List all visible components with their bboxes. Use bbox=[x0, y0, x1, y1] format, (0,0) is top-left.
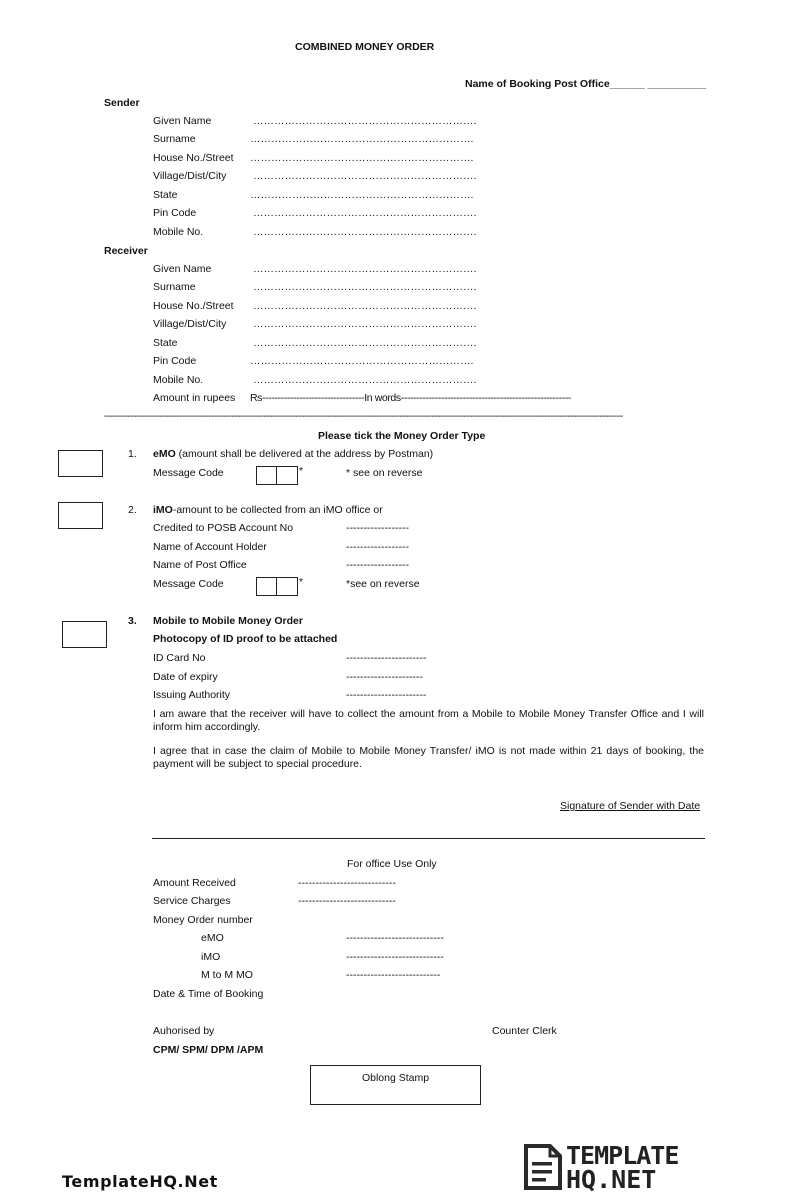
emo-code-star: * bbox=[299, 465, 304, 477]
booking-office-label bbox=[465, 78, 706, 90]
sender-state-label: State bbox=[153, 189, 178, 201]
receiver-given-name-label: Given Name bbox=[153, 263, 212, 275]
office-m2m-field[interactable]: --------------------------- bbox=[346, 969, 441, 981]
receiver-state-field[interactable]: ………………………………………………………. bbox=[253, 337, 477, 349]
id-card-label: ID Card No bbox=[153, 652, 206, 664]
receiver-city-field[interactable]: ………………………………………………………. bbox=[253, 318, 477, 330]
amount-field[interactable]: Rs---------------------------------In words------------------------------------------------------- bbox=[250, 392, 572, 404]
sender-mobile-label: Mobile No. bbox=[153, 226, 204, 238]
office-emo-field[interactable]: ---------------------------- bbox=[346, 932, 444, 944]
sender-house-label: House No./Street bbox=[153, 152, 234, 164]
emo-name: eMO bbox=[153, 448, 176, 460]
receiver-surname-field[interactable]: ………………………………………………………. bbox=[253, 281, 477, 293]
receiver-given-name-field[interactable]: ………………………………………………………. bbox=[253, 263, 477, 275]
imo-message-code-box[interactable] bbox=[256, 577, 298, 596]
receiver-state-label: State bbox=[153, 337, 178, 349]
m2m-declaration-2: I agree that in case the claim of Mobile to Mobile Money Transfer/ iMO is not made within 21 days of booking, the payment will be subject to special procedure. bbox=[153, 745, 704, 770]
m2m-number: 3. bbox=[128, 615, 137, 627]
imo-code-star: * bbox=[299, 576, 304, 588]
mo-type-heading: Please tick the Money Order Type bbox=[318, 430, 486, 442]
booking-office-line[interactable]: ______ __________ bbox=[609, 78, 707, 90]
sender-state-field[interactable]: ………………………………………………………. bbox=[250, 189, 474, 201]
amount-received-field[interactable]: ---------------------------- bbox=[298, 877, 396, 889]
office-divider bbox=[152, 838, 705, 839]
watermark-text: TemplateHQ.Net bbox=[62, 1172, 218, 1191]
post-office-field[interactable]: ------------------ bbox=[346, 559, 409, 571]
emo-checkbox[interactable] bbox=[58, 450, 103, 477]
receiver-heading: Receiver bbox=[104, 245, 148, 257]
sender-surname-field[interactable]: ………………………………………………………. bbox=[250, 133, 474, 145]
authorised-by-label: Auhorised by bbox=[153, 1025, 215, 1037]
amount-received-label: Amount Received bbox=[153, 877, 236, 889]
booking-office-text: Name of Booking Post Office bbox=[465, 78, 610, 90]
sender-signature[interactable]: Signature of Sender with Date bbox=[560, 800, 701, 812]
office-emo-label: eMO bbox=[201, 932, 224, 944]
imo-checkbox[interactable] bbox=[58, 502, 103, 529]
sender-heading: Sender bbox=[104, 97, 140, 109]
m2m-checkbox[interactable] bbox=[62, 621, 107, 648]
imo-number: 2. bbox=[128, 504, 137, 516]
document-icon bbox=[522, 1142, 564, 1192]
sender-given-name-label: Given Name bbox=[153, 115, 212, 127]
sender-pin-field[interactable]: ………………………………………………………. bbox=[253, 207, 477, 219]
m2m-declaration-1: I am aware that the receiver will have to collect the amount from a Mobile to Mobile Money Transfer Office and I will inform him accordingly. bbox=[153, 708, 704, 733]
issuing-authority-field[interactable]: ----------------------- bbox=[346, 689, 427, 701]
service-charges-field[interactable]: ---------------------------- bbox=[298, 895, 396, 907]
m2m-id-proof-note: Photocopy of ID proof to be attached bbox=[153, 633, 338, 645]
emo-message-code-label: Message Code bbox=[153, 467, 224, 479]
expiry-label: Date of expiry bbox=[153, 671, 218, 683]
expiry-field[interactable]: ---------------------- bbox=[346, 671, 423, 683]
sender-city-label: Village/Dist/City bbox=[153, 170, 227, 182]
post-office-label: Name of Post Office bbox=[153, 559, 247, 571]
office-m2m-label: M to M MO bbox=[201, 969, 253, 981]
emo-note: * see on reverse bbox=[346, 467, 423, 479]
sender-pin-label: Pin Code bbox=[153, 207, 197, 219]
sender-city-field[interactable]: ………………………………………………………. bbox=[253, 170, 477, 182]
emo-title bbox=[153, 448, 433, 460]
oblong-stamp-label: Oblong Stamp bbox=[361, 1072, 430, 1084]
office-heading: For office Use Only bbox=[347, 858, 437, 870]
receiver-house-label: House No./Street bbox=[153, 300, 234, 312]
receiver-house-field[interactable]: ………………………………………………………. bbox=[253, 300, 477, 312]
form-title: COMBINED MONEY ORDER bbox=[295, 41, 435, 53]
receiver-pin-label: Pin Code bbox=[153, 355, 197, 367]
oblong-stamp-box[interactable] bbox=[310, 1065, 481, 1105]
receiver-mobile-field[interactable]: ………………………………………………………. bbox=[253, 374, 477, 386]
posb-account-field[interactable]: ------------------ bbox=[346, 522, 409, 534]
mo-number-label: Money Order number bbox=[153, 914, 253, 926]
emo-message-code-box[interactable] bbox=[256, 466, 298, 485]
imo-desc: -amount to be collected from an iMO office or bbox=[172, 504, 383, 516]
sender-given-name-field[interactable]: ………………………………………………………. bbox=[253, 115, 477, 127]
id-card-field[interactable]: ----------------------- bbox=[346, 652, 427, 664]
service-charges-label: Service Charges bbox=[153, 895, 231, 907]
account-holder-field[interactable]: ------------------ bbox=[346, 541, 409, 553]
counter-clerk-label: Counter Clerk bbox=[492, 1025, 557, 1037]
logo-hq-text: HQ.NET bbox=[566, 1165, 657, 1194]
officers-label: CPM/ SPM/ DPM /APM bbox=[153, 1044, 264, 1056]
m2m-title: Mobile to Mobile Money Order bbox=[153, 615, 303, 627]
emo-number: 1. bbox=[128, 448, 137, 460]
sender-house-field[interactable]: ………………………………………………………. bbox=[250, 152, 474, 164]
office-imo-field[interactable]: ---------------------------- bbox=[346, 951, 444, 963]
imo-name: iMO bbox=[153, 504, 173, 516]
posb-account-label: Credited to POSB Account No bbox=[153, 522, 294, 534]
imo-note: *see on reverse bbox=[346, 578, 420, 590]
sender-surname-label: Surname bbox=[153, 133, 196, 145]
logo-template-text: TEMPLATE bbox=[566, 1141, 679, 1170]
issuing-authority-label: Issuing Authority bbox=[153, 689, 231, 701]
receiver-mobile-label: Mobile No. bbox=[153, 374, 204, 386]
section-separator: ----------------------------------------------------------------------------------------------------------------------------------------------------------------------------------- bbox=[104, 410, 623, 422]
booking-datetime-label: Date & Time of Booking bbox=[153, 988, 264, 1000]
imo-title bbox=[153, 504, 383, 516]
imo-message-code-label: Message Code bbox=[153, 578, 224, 590]
receiver-surname-label: Surname bbox=[153, 281, 196, 293]
account-holder-label: Name of Account Holder bbox=[153, 541, 267, 553]
amount-label: Amount in rupees bbox=[153, 392, 236, 404]
sender-mobile-field[interactable]: ………………………………………………………. bbox=[253, 226, 477, 238]
receiver-city-label: Village/Dist/City bbox=[153, 318, 227, 330]
receiver-pin-field[interactable]: ………………………………………………………. bbox=[250, 355, 474, 367]
office-imo-label: iMO bbox=[201, 951, 221, 963]
emo-desc: (amount shall be delivered at the address by Postman) bbox=[175, 448, 434, 460]
watermark-logo bbox=[522, 1142, 707, 1194]
